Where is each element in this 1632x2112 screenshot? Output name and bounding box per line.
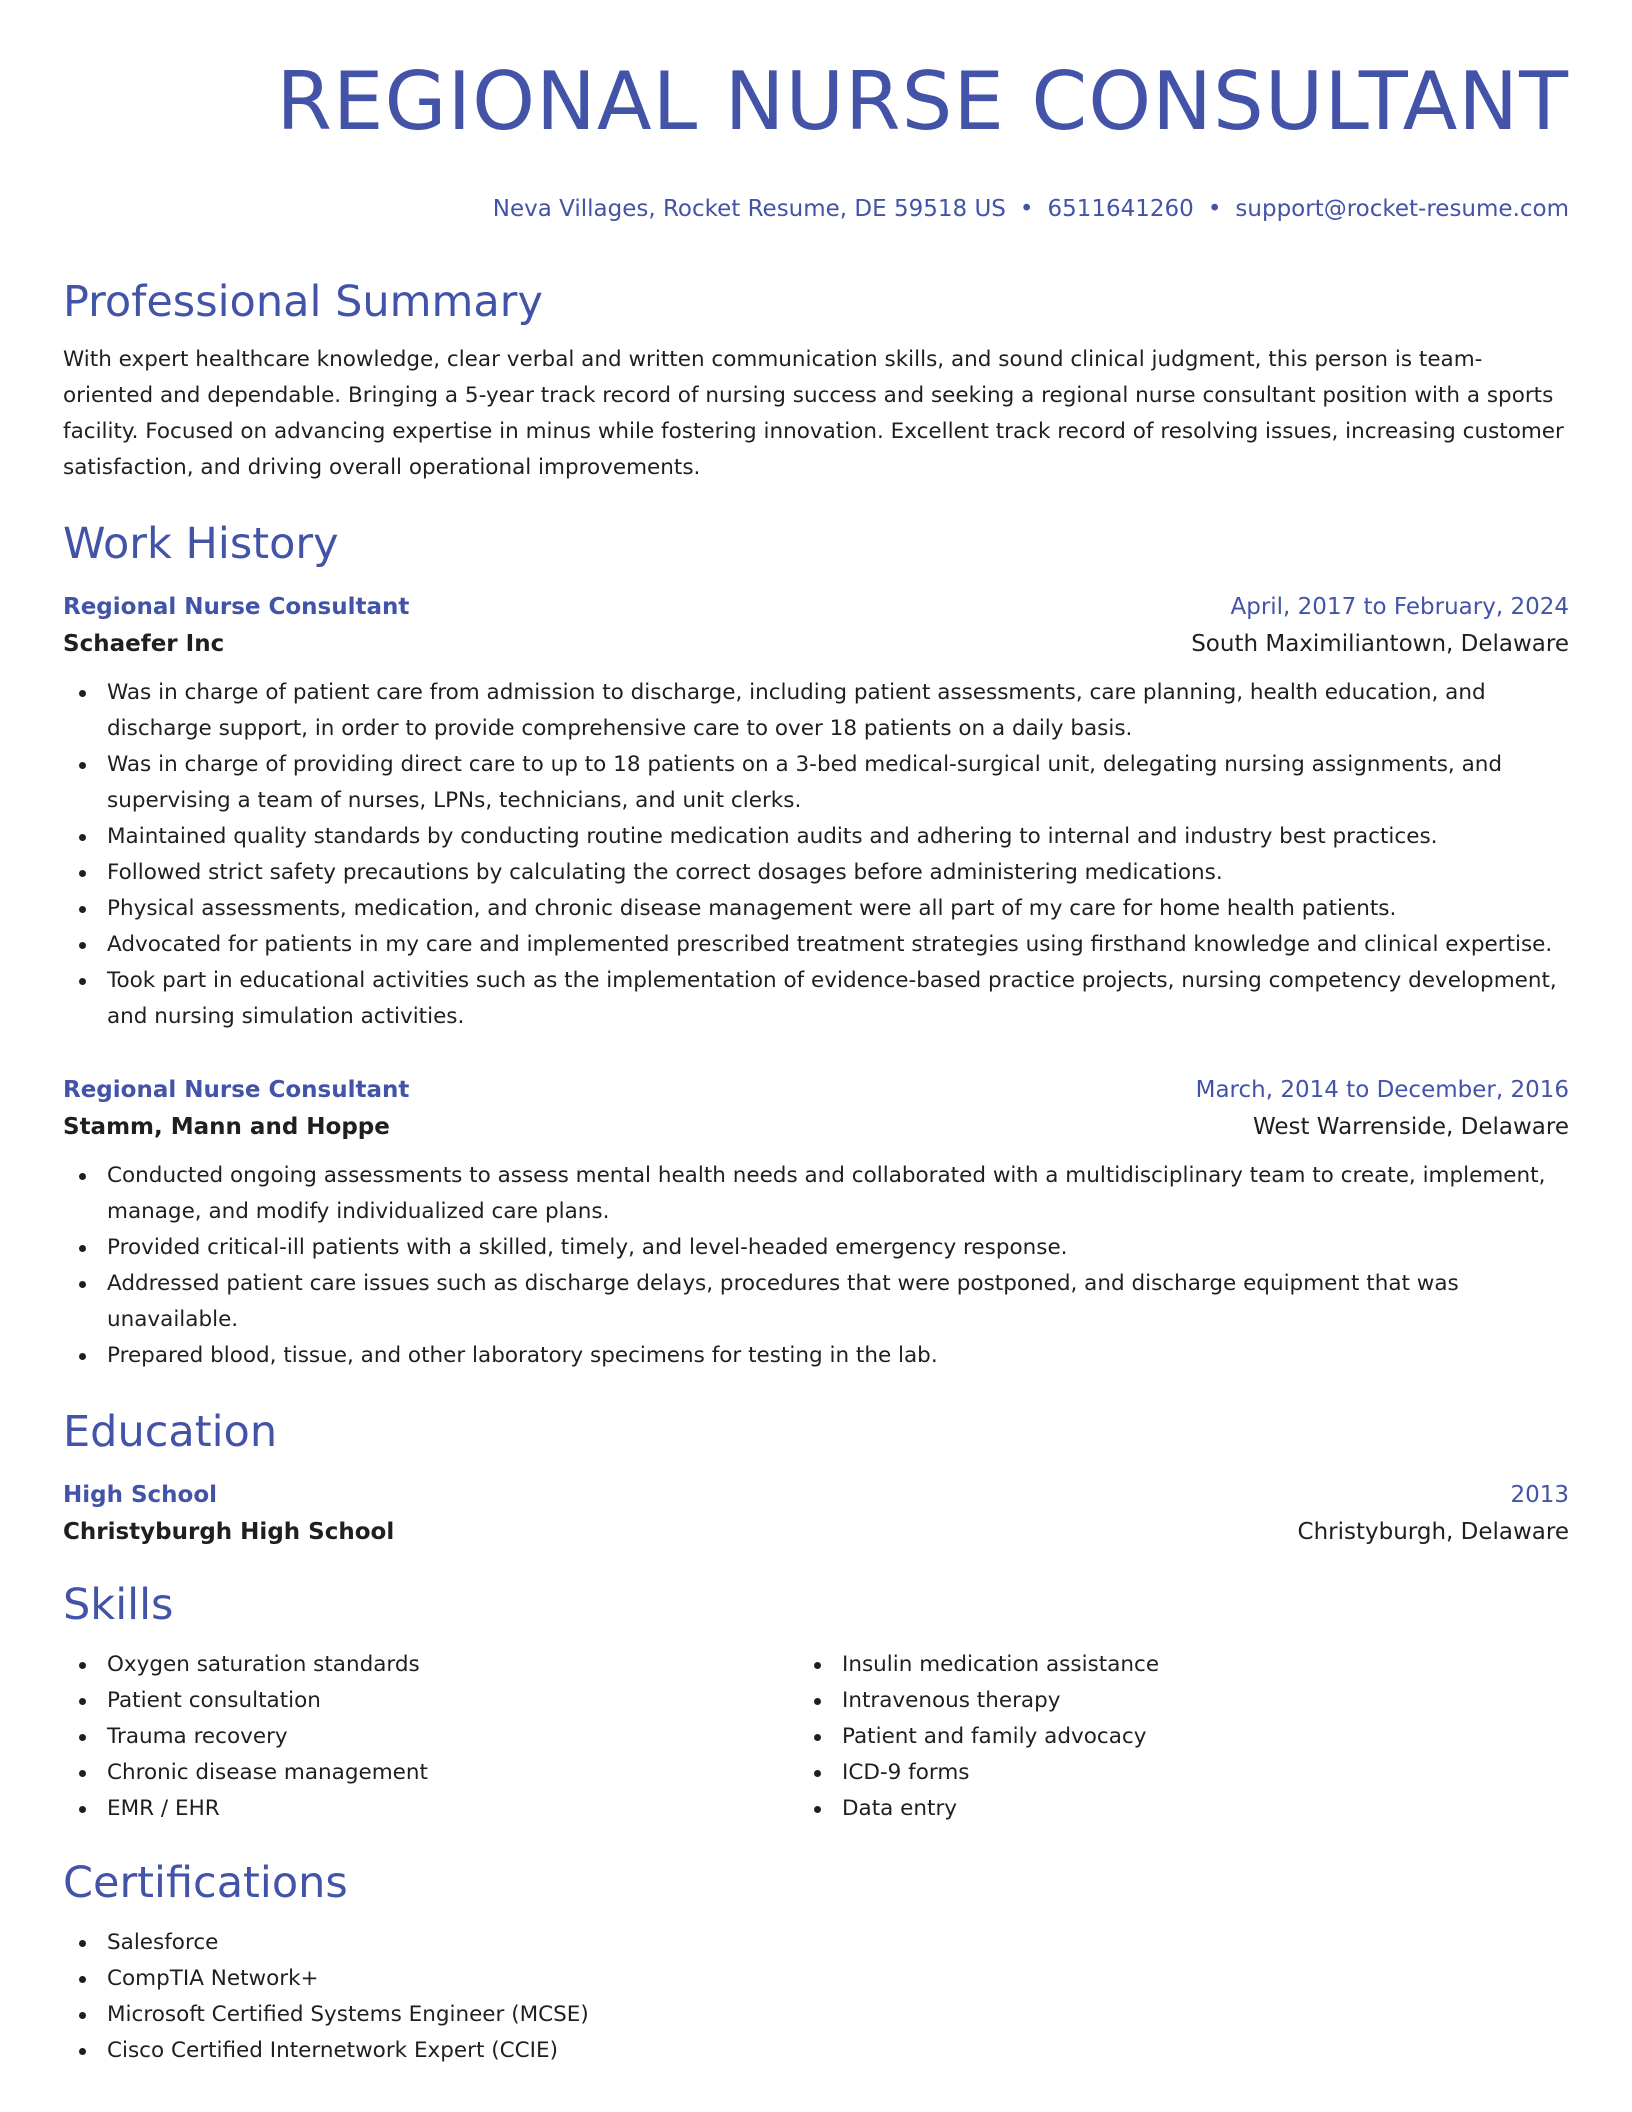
job-company: Schaefer Inc bbox=[63, 631, 225, 657]
job-role: Regional Nurse Consultant bbox=[63, 1077, 410, 1103]
skill-item: Oxygen saturation standards bbox=[63, 1647, 798, 1683]
skill-item: Chronic disease management bbox=[63, 1755, 798, 1791]
job-bullet: Was in charge of patient care from admission to discharge, including patient assessments, care planning, health education, and discharge support, in order to provide comprehensive care to over 18 patients on a daily basis. bbox=[63, 675, 1569, 747]
skill-item: Patient consultation bbox=[63, 1683, 798, 1719]
skills-column-right bbox=[798, 1647, 1533, 1827]
contact-email: support@rocket-resume.com bbox=[1235, 196, 1569, 222]
certifications-heading: Certifications bbox=[63, 1858, 348, 1908]
job-bullets bbox=[63, 1158, 1569, 1374]
job-bullet: Was in charge of providing direct care to up to 18 patients on a 3-bed medical-surgical unit, delegating nursing assignments, and supervising a team of nurses, LPNs, technicians, and unit clerks. bbox=[63, 747, 1569, 819]
education-entry bbox=[63, 1478, 1569, 1549]
skills-heading: Skills bbox=[63, 1580, 174, 1630]
job-bullet: Conducted ongoing assessments to assess mental health needs and collaborated with a multidisciplinary team to create, implement, manage, and modify individualized care plans. bbox=[63, 1158, 1569, 1230]
education-location: Christyburgh, Delaware bbox=[1297, 1519, 1569, 1545]
job-bullet: Followed strict safety precautions by calculating the correct dosages before administering medications. bbox=[63, 855, 1569, 891]
summary-text: With expert healthcare knowledge, clear verbal and written communication skills, and sound clinical judgment, this person is team-oriented and dependable. Bringing a 5-year track record of nursing success and seeking a regional nurse consultant position with a sports facility. Focused on advancing expertise in minus while fostering innovation. Excellent track record of resolving issues, increasing customer satisfaction, and driving overall operational improvements. bbox=[63, 347, 1564, 480]
certification-item: Salesforce bbox=[63, 1925, 1569, 1961]
certifications-list bbox=[63, 1925, 1569, 2069]
skill-item: ICD-9 forms bbox=[798, 1755, 1533, 1791]
education-school: Christyburgh High School bbox=[63, 1519, 395, 1545]
job-bullets bbox=[63, 675, 1569, 1035]
job-location: West Warrenside, Delaware bbox=[1252, 1114, 1569, 1140]
education-section bbox=[63, 1404, 1569, 1549]
certification-item: CompTIA Network+ bbox=[63, 1961, 1569, 1997]
job-bullet: Took part in educational activities such as the implementation of evidence-based practice projects, nursing competency development, and nursing simulation activities. bbox=[63, 963, 1569, 1035]
skill-item: Data entry bbox=[798, 1791, 1533, 1827]
education-heading: Education bbox=[63, 1407, 278, 1457]
contact-separator: • bbox=[1207, 196, 1222, 222]
education-degree: High School bbox=[63, 1482, 218, 1508]
summary-section bbox=[63, 274, 1569, 486]
skills-section bbox=[63, 1577, 1569, 1827]
contact-address: Neva Villages, Rocket Resume, DE 59518 US bbox=[492, 196, 1006, 222]
contact-separator: • bbox=[1019, 196, 1034, 222]
job-bullet: Addressed patient care issues such as discharge delays, procedures that were postponed, and discharge equipment that was unavailable. bbox=[63, 1266, 1569, 1338]
certification-item: Cisco Certified Internetwork Expert (CCIE) bbox=[63, 2033, 1569, 2069]
job-bullet: Physical assessments, medication, and chronic disease management were all part of my care for home health patients. bbox=[63, 891, 1569, 927]
job-company-row bbox=[63, 1110, 1569, 1144]
education-year: 2013 bbox=[1510, 1482, 1569, 1508]
contact-phone: 6511641260 bbox=[1047, 196, 1194, 222]
job-entry bbox=[63, 590, 1569, 1035]
work-history-section bbox=[63, 516, 1569, 1374]
job-dates: March, 2014 to December, 2016 bbox=[1195, 1077, 1569, 1103]
resume-header bbox=[63, 52, 1569, 224]
skill-item: Patient and family advocacy bbox=[798, 1719, 1533, 1755]
job-location: South Maximiliantown, Delaware bbox=[1191, 631, 1569, 657]
job-bullet: Provided critical-ill patients with a skilled, timely, and level-headed emergency response. bbox=[63, 1230, 1569, 1266]
summary-heading: Professional Summary bbox=[63, 277, 543, 327]
job-dates: April, 2017 to February, 2024 bbox=[1230, 594, 1569, 620]
work-history-heading: Work History bbox=[63, 519, 339, 569]
skills-column-left bbox=[63, 1647, 798, 1827]
job-header-row bbox=[63, 590, 1569, 624]
skill-item: EMR / EHR bbox=[63, 1791, 798, 1827]
job-role: Regional Nurse Consultant bbox=[63, 594, 410, 620]
skill-item: Intravenous therapy bbox=[798, 1683, 1533, 1719]
certifications-section bbox=[63, 1855, 1569, 2069]
job-header-row bbox=[63, 1073, 1569, 1107]
education-school-row bbox=[63, 1515, 1569, 1549]
job-bullet: Prepared blood, tissue, and other laboratory specimens for testing in the lab. bbox=[63, 1338, 1569, 1374]
skills-grid bbox=[63, 1647, 1569, 1827]
job-bullet: Advocated for patients in my care and implemented prescribed treatment strategies using firsthand knowledge and clinical expertise. bbox=[63, 927, 1569, 963]
certification-item: Microsoft Certified Systems Engineer (MCSE) bbox=[63, 1997, 1569, 2033]
skill-item: Insulin medication assistance bbox=[798, 1647, 1533, 1683]
candidate-title: REGIONAL NURSE CONSULTANT bbox=[276, 55, 1569, 148]
job-company-row bbox=[63, 627, 1569, 661]
contact-line bbox=[63, 194, 1569, 224]
education-header-row bbox=[63, 1478, 1569, 1512]
job-company: Stamm, Mann and Hoppe bbox=[63, 1114, 390, 1140]
skill-item: Trauma recovery bbox=[63, 1719, 798, 1755]
job-entry bbox=[63, 1073, 1569, 1374]
job-bullet: Maintained quality standards by conducting routine medication audits and adhering to internal and industry best practices. bbox=[63, 819, 1569, 855]
